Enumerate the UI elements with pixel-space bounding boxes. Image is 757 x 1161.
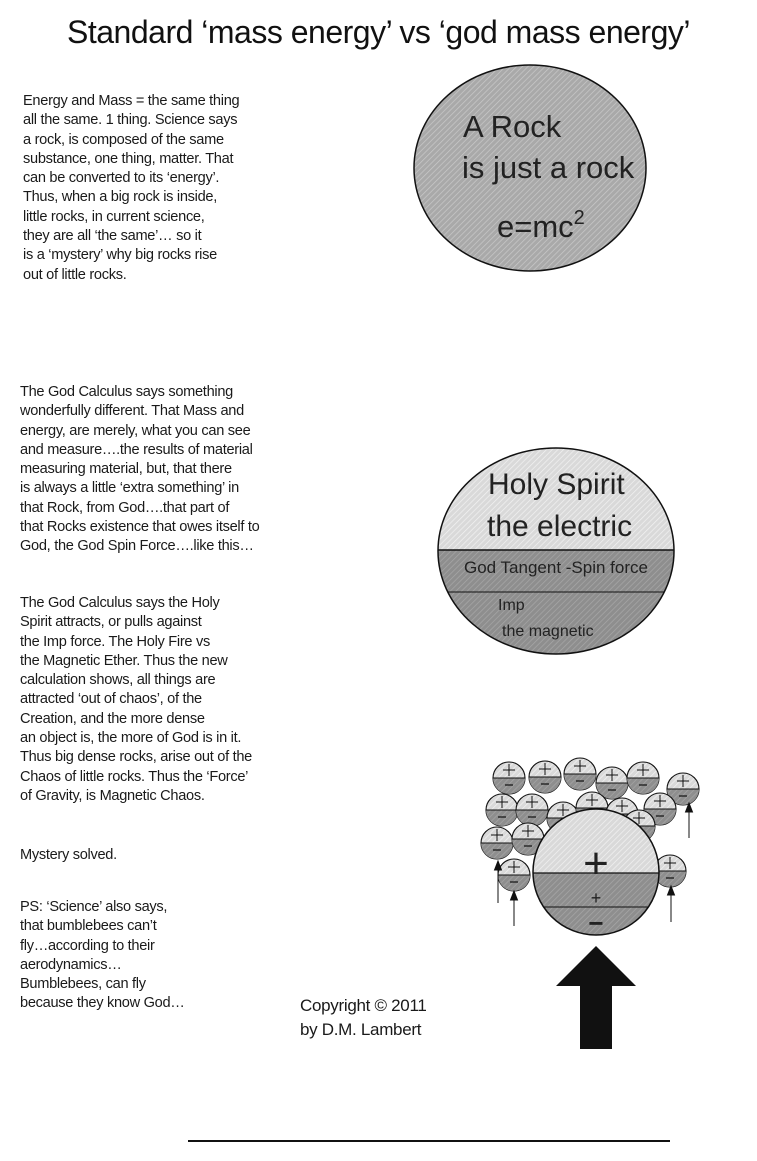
rock-label-line2: is just a rock bbox=[462, 150, 635, 185]
spirit-circle bbox=[430, 440, 690, 662]
spirit-label-magnetic: the magnetic bbox=[502, 623, 594, 640]
big-up-arrow bbox=[556, 946, 636, 1049]
rock-formula-exponent: 2 bbox=[573, 207, 585, 229]
paragraph-bumblebees: PS: ‘Science’ also says, that bumblebees can’t fly…according to their aerodynamics… Bumblebees, can fly because they know God… bbox=[20, 899, 185, 1012]
bottom-divider bbox=[188, 1140, 670, 1142]
big-rock-minus: − bbox=[588, 908, 604, 938]
paragraph-mystery-solved: Mystery solved. bbox=[20, 847, 117, 863]
small-rock bbox=[564, 758, 596, 790]
small-rock bbox=[627, 762, 659, 794]
small-rock bbox=[493, 762, 525, 794]
rock-circle bbox=[414, 65, 646, 271]
rock-label-line1: A Rock bbox=[463, 109, 562, 144]
spirit-label-line1: Holy Spirit bbox=[488, 468, 625, 501]
small-rock bbox=[481, 827, 513, 859]
spirit-label-line2: the electric bbox=[487, 510, 633, 543]
rock-formula bbox=[497, 207, 585, 244]
big-rock-plus: + bbox=[583, 839, 609, 888]
spirit-band-label: God Tangent -Spin force bbox=[464, 558, 648, 577]
small-rock bbox=[529, 761, 561, 793]
small-rock bbox=[516, 794, 548, 826]
big-rock-small-plus: + bbox=[590, 888, 602, 908]
paragraph-standard-mass-energy: Energy and Mass = the same thing all the same. 1 thing. Science says a rock, is composed of the same substance, one thing, matter. That can be converted to its ‘energy’. Thus, when a big rock is inside, little rocks, in current science, they are all ‘the same’… so it is a ‘mystery’ why big rocks rise out of little rocks. bbox=[23, 93, 240, 283]
paragraph-holy-spirit-attracts: The God Calculus says the Holy Spirit attracts, or pulls against the Imp force. The Holy Fire vs the Magnetic Ether. Thus the new calculation shows, all things are attracted ‘out of chaos’, of the Creation, and the more dense an object is, the more of God is in it. Thus big dense rocks, arise out of the Chaos of little rocks. Thus the ‘Force’ of Gravity, is Magnetic Chaos. bbox=[20, 595, 252, 804]
paragraph-god-calculus: The God Calculus says something wonderfully different. That Mass and energy, are merely, what you can see and measure….the results of material measuring material, but, that there is always a little ‘extra something’ in that Rock, from God….that part of that Rocks existence that owes itself to God, the God Spin Force….like this… bbox=[20, 384, 260, 555]
small-rock bbox=[486, 794, 518, 826]
copyright-notice: Copyright © 2011 by D.M. Lambert bbox=[300, 996, 427, 1039]
spirit-label-imp: Imp bbox=[498, 597, 525, 614]
page-title: Standard ‘mass energy’ vs ‘god mass energy’ bbox=[67, 14, 690, 50]
small-rock bbox=[498, 859, 530, 891]
rock-formula-base: e=mc bbox=[497, 209, 574, 244]
